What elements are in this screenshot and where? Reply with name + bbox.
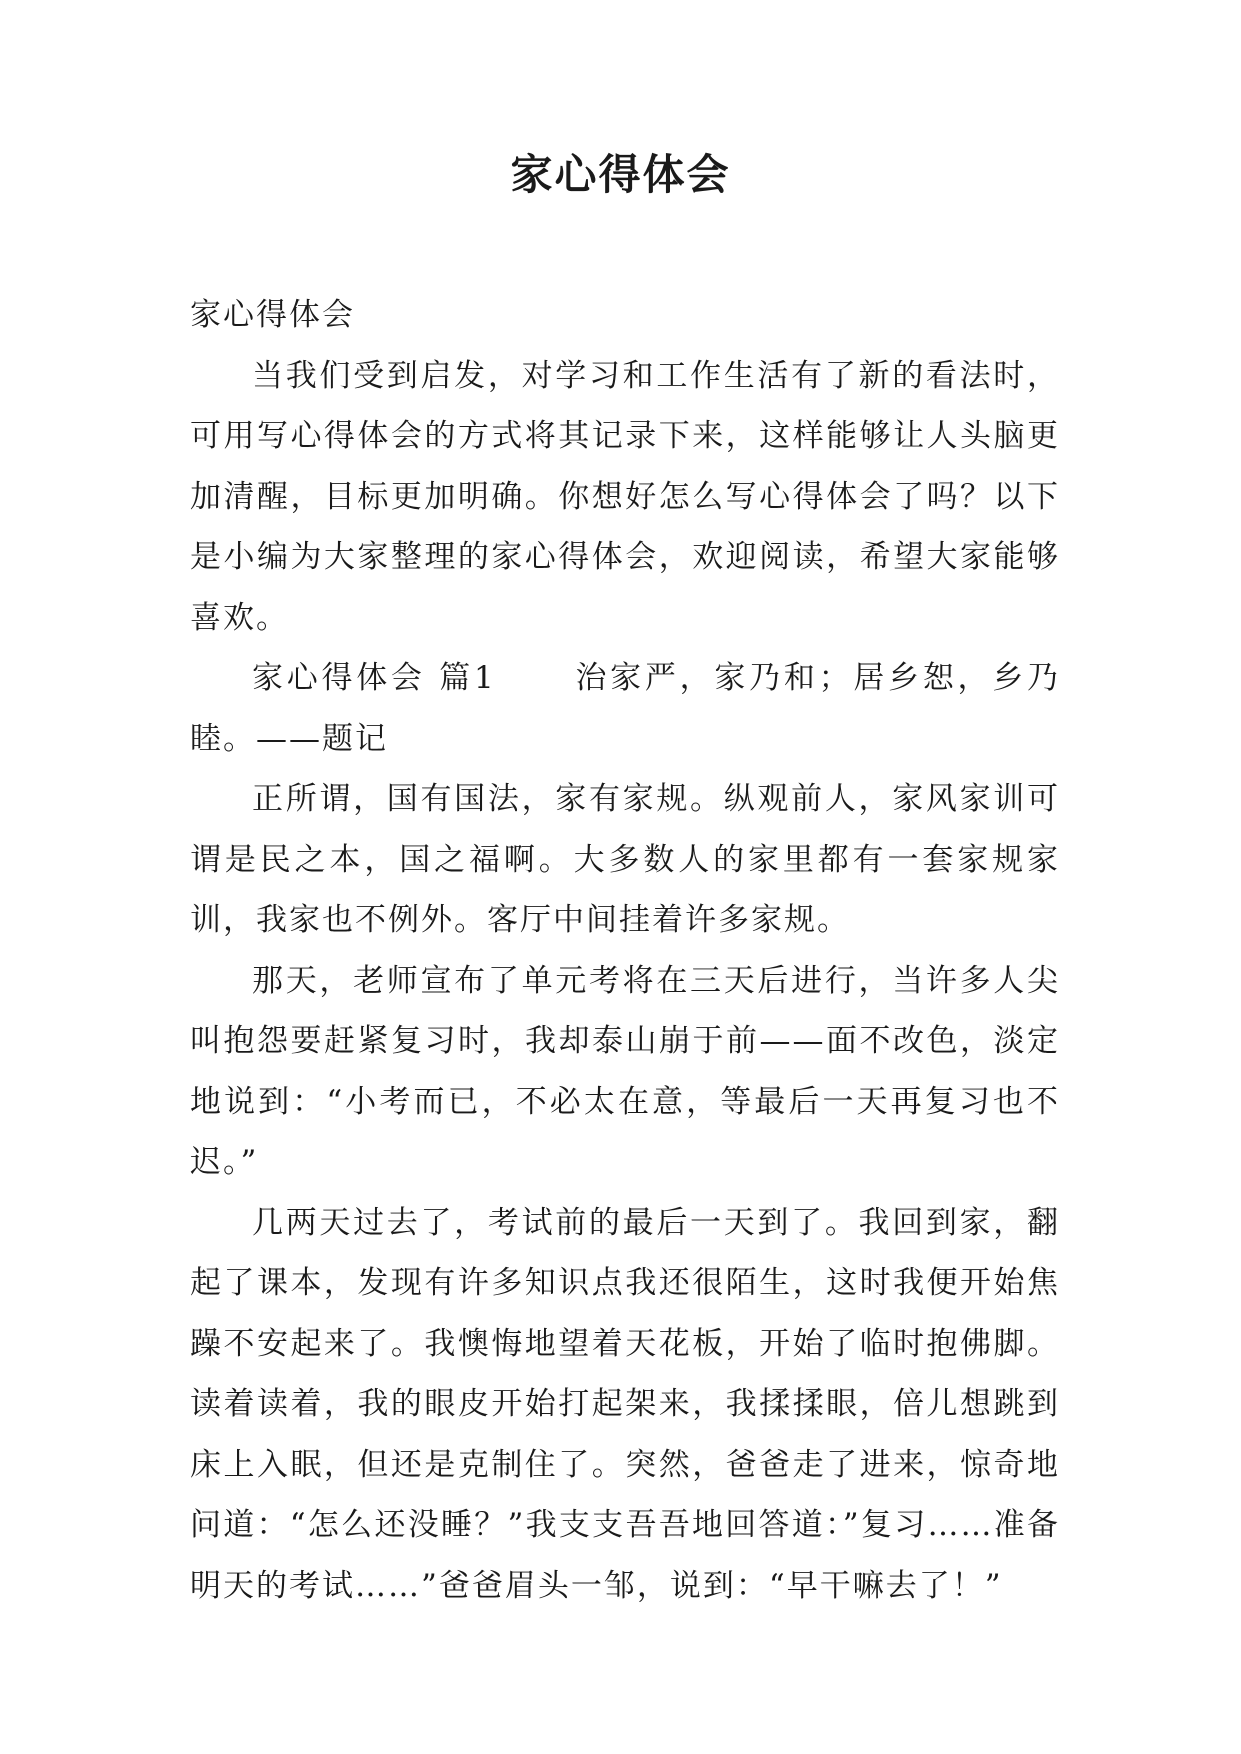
body-paragraph: 正所谓，国有国法，家有家规。纵观前人，家风家训可谓是民之本，国之福啊。大多数人的家里都有一套家规家训，我家也不例外。客厅中间挂着许多家规。 (190, 781, 1060, 938)
section-paragraph (190, 648, 1060, 769)
subheading: 家心得体会 (190, 297, 355, 333)
document-body (190, 285, 1060, 1616)
body-paragraph: 几两天过去了，考试前的最后一天到了。我回到家，翻起了课本，发现有许多知识点我还很陌生，这时我便开始焦躁不安起来了。我懊悔地望着天花板，开始了临时抱佛脚。读着读着，我的眼皮开始打起架来，我揉揉眼，倍儿想跳到床上入眠，但还是克制住了。突然，爸爸走了进来，惊奇地问道：“怎么还没睡？”我支支吾吾地回答道：”复习……准备明天的考试……”爸爸眉头一邹，说到：“早干嘛去了！” (190, 1204, 1060, 1604)
document-title: 家心得体会 (510, 150, 731, 199)
intro-paragraph: 当我们受到启发，对学习和工作生活有了新的看法时，可用写心得体会的方式将其记录下来，这样能够让人头脑更加清醒，目标更加明确。你想好怎么写心得体会了吗？以下是小编为大家整理的家心得体会，欢迎阅读，希望大家能够喜欢。 (190, 357, 1060, 636)
epigraph: 治家严，家乃和；居乡恕，乡乃睦。——题记 (190, 660, 1060, 757)
body-paragraph: 那天，老师宣布了单元考将在三天后进行，当许多人尖叫抱怨要赶紧复习时，我却泰山崩于前——面不改色，淡定地说到：“小考而已，不必太在意，等最后一天再复习也不迟。” (190, 962, 1060, 1180)
section-heading: 家心得体会 篇1 (252, 660, 496, 696)
